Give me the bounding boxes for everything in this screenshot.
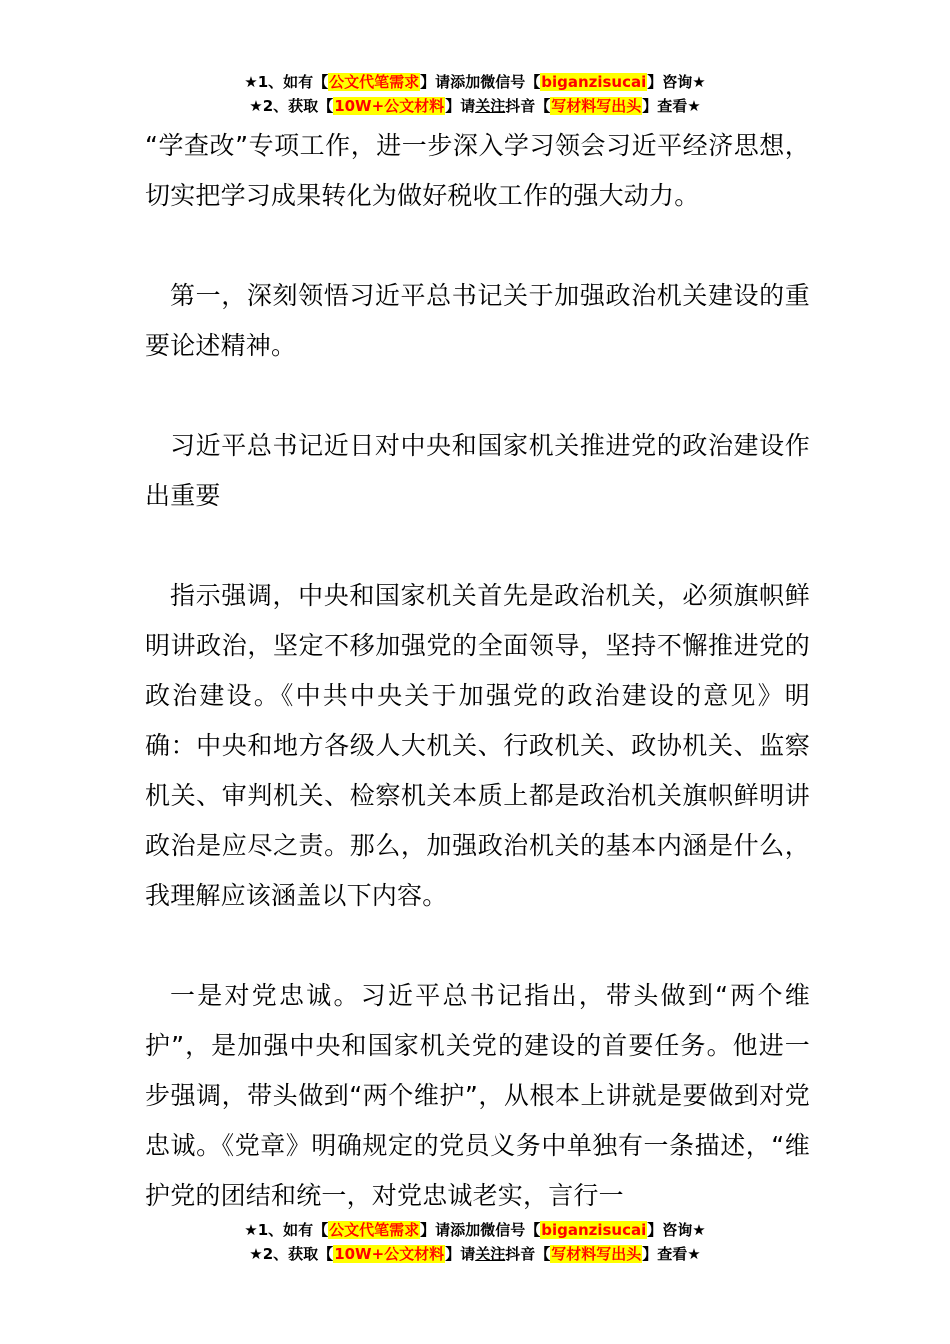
banner-text: 关注 (475, 1245, 506, 1263)
highlight-douyin-account: 写材料写出头 (551, 1245, 642, 1263)
banner-text: 微信号【 (480, 1221, 541, 1239)
banner-text: 】咨询★ (647, 73, 706, 91)
banner-text: 关注 (475, 97, 506, 115)
banner-text: ★2、获取【 (249, 97, 334, 115)
highlight-wechat-id: biganzisucai (541, 1221, 647, 1239)
banner-line-1 (0, 70, 950, 94)
highlight-service: 公文代笔需求 (329, 1221, 420, 1239)
paragraph: 一是对党忠诚。习近平总书记指出，带头做到“两个维护”，是加强中央和国家机关党的建设的首要任务。他进一步强调，带头做到“两个维护”，从根本上讲就是要做到对党忠诚。《党章》明确规定的党员义务中单独有一条描述，“维护党的团结和统一，对党忠诚老实，言行一 (145, 981, 810, 1210)
highlight-materials: 10W+公文材料 (334, 1245, 445, 1263)
banner-text: 】请添 (420, 1221, 466, 1239)
banner-line-1 (0, 1218, 950, 1242)
paragraph: 指示强调，中央和国家机关首先是政治机关，必须旗帜鲜明讲政治，坚定不移加强党的全面领导，坚持不懈推进党的政治建设。《中共中央关于加强党的政治建设的意见》明确：中央和地方各级人大机关、行政机关、政协机关、监察机关、审判机关、检察机关本质上都是政治机关旗帜鲜明讲政治是应尽之责。那么，加强政治机关的基本内涵是什么，我理解应该涵盖以下内容。 (145, 581, 810, 910)
banner-line-2 (0, 1242, 950, 1266)
banner-text: 加 (465, 1221, 481, 1239)
banner-text: 】请 (445, 97, 476, 115)
highlight-materials: 10W+公文材料 (334, 97, 445, 115)
banner-text: 微信号【 (480, 73, 541, 91)
banner-text: 】查看★ (642, 1245, 701, 1263)
highlight-wechat-id: biganzisucai (541, 73, 647, 91)
highlight-service: 公文代笔需求 (329, 73, 420, 91)
banner-text: 抖音【 (505, 1245, 551, 1263)
banner-text: ★2、获取【 (249, 1245, 334, 1263)
paragraph: 第一，深刻领悟习近平总书记关于加强政治机关建设的重要论述精神。 (145, 281, 810, 360)
banner-text: 】查看★ (642, 97, 701, 115)
document-body (145, 121, 810, 1221)
banner-text: ★1、如有【 (244, 73, 329, 91)
paragraph: “学查改”专项工作，进一步深入学习领会习近平经济思想，切实把学习成果转化为做好税收工作的强大动力。 (145, 131, 810, 210)
paragraph: 习近平总书记近日对中央和国家机关推进党的政治建设作出重要 (145, 431, 810, 510)
footer-banner (0, 1218, 950, 1266)
banner-text: 】咨询★ (647, 1221, 706, 1239)
banner-text: 】请 (445, 1245, 476, 1263)
header-banner (0, 70, 950, 118)
banner-text: ★1、如有【 (244, 1221, 329, 1239)
banner-line-2 (0, 94, 950, 118)
banner-text: 抖音【 (505, 97, 551, 115)
banner-text: 】请添 (420, 73, 466, 91)
banner-text: 加 (465, 73, 481, 91)
highlight-douyin-account: 写材料写出头 (551, 97, 642, 115)
